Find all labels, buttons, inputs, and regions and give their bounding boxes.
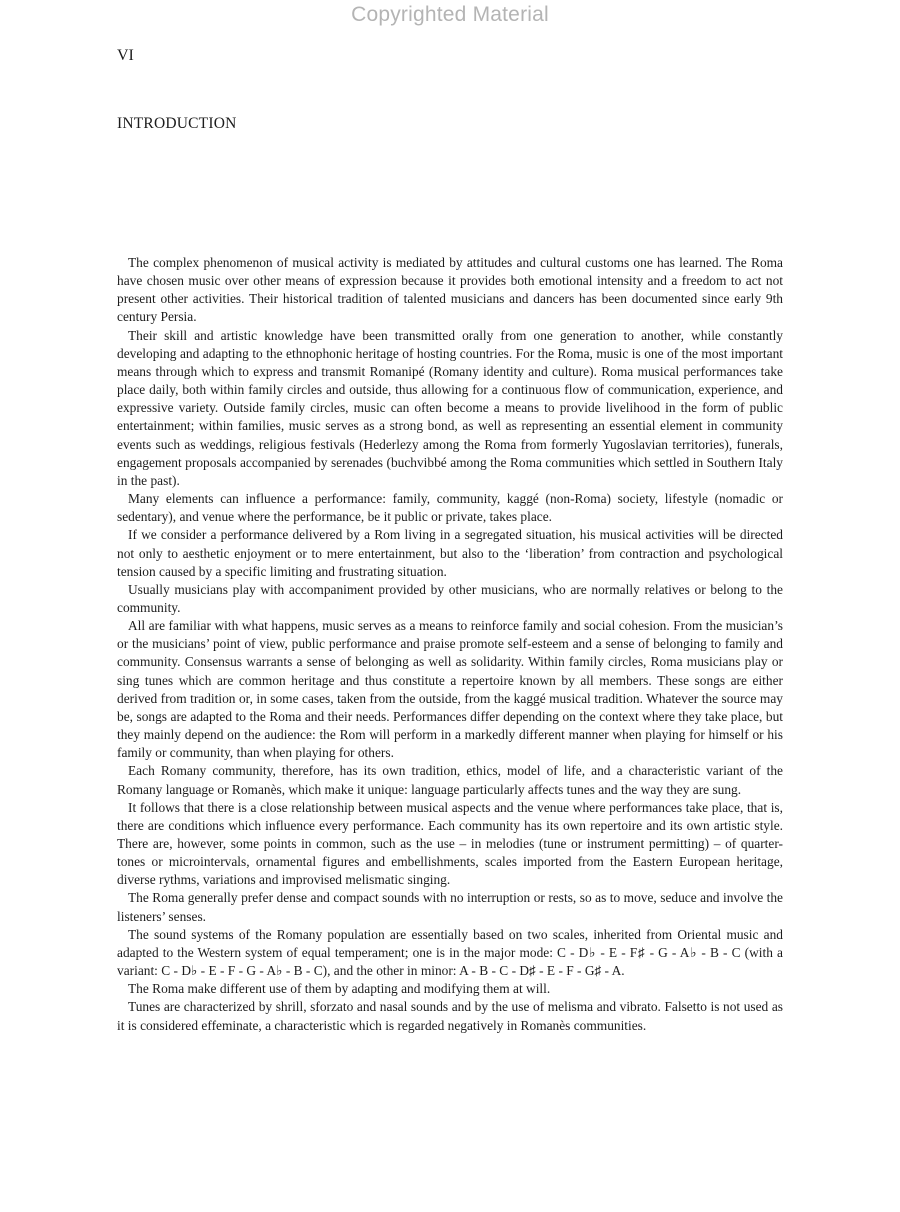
paragraph: Each Romany community, therefore, has its own tradition, ethics, model of life, and a characteristic variant of the Romany language or Romanès, which make it unique: language particularly affects tunes and the way they are sung. (117, 763, 783, 797)
paragraph: All are familiar with what happens, music serves as a means to reinforce family and social cohesion. From the musician’s or the musicians’ point of view, public performance and praise promote self-esteem and a sense of belonging to family and community. Consensus warrants a sense of belonging as well as solidarity. Within family circles, Roma musicians play or sing tunes which are common heritage and thus constitute a repertoire known by all members. These songs are either derived from tradition or, in some cases, taken from the outside, from the kaggé musical tradition. Whatever the source may be, songs are adapted to the Roma and their needs. Performances differ depending on the context where they take place, but they mainly depend on the audience: the Rom will perform in a markedly different manner when playing for himself or his family or community, than when playing for others. (117, 618, 783, 761)
copyright-watermark: Copyrighted Material (351, 3, 549, 26)
paragraph: Usually musicians play with accompaniment provided by other musicians, who are normally relatives or belong to the community. (117, 581, 783, 615)
paragraph: It follows that there is a close relationship between musical aspects and the venue where performances take place, that is, there are conditions which influence every performance. Each community has its own repertoire and its own artistic style. There are, however, some points in common, such as the use – in melodies (tune or instrument permitting) – of quarter-tones or microintervals, ornamental figures and embellishments, scales imported from the Eastern European heritage, diverse rythms, variations and improvised melismatic singing. (117, 799, 783, 888)
introduction-body (117, 254, 783, 1035)
paragraph: If we consider a performance delivered by a Rom living in a segregated situation, his musical activities will be directed not only to aesthetic enjoyment or to mere entertainment, but also to the ‘liberation’ from contraction and psychological tension caused by a specific limiting and frustrating situation. (117, 527, 783, 579)
paragraph: Tunes are characterized by shrill, sforzato and nasal sounds and by the use of melisma and vibrato. Falsetto is not used as it is considered effeminate, a characteristic which is regarded negatively in Romanès communities. (117, 999, 783, 1033)
page-title: INTRODUCTION (117, 115, 237, 132)
paragraph: The complex phenomenon of musical activity is mediated by attitudes and cultural customs one has learned. The Roma have chosen music over other means of expression because it provides both emotional intensity and a freedom to act not present other activities. Their historical tradition of talented musicians and dancers has been documented since early 9th century Persia. (117, 255, 783, 325)
paragraph: The Roma make different use of them by adapting and modifying them at will. (128, 981, 551, 997)
page-number: VI (117, 47, 134, 64)
paragraph: Many elements can influence a performance: family, community, kaggé (non-Roma) society, lifestyle (nomadic or sedentary), and venue where the performance, be it public or private, takes place. (117, 491, 783, 525)
paragraph: Their skill and artistic knowledge have been transmitted orally from one generation to another, while constantly developing and adapting to the ethnophonic heritage of hosting countries. For the Roma, music is one of the most important means through which to express and transmit Romanipé (Romany identity and culture). Roma musical performances take place daily, both within family circles and outside, thus allowing for a continuous flow of communication, experience, and expressive variety. Outside family circles, music can often become a means to provide livelihood in the form of public entertainment; within families, music serves as a strong bond, as well as representing an essential element in community events such as weddings, religious festivals (Hederlezy among the Roma from formerly Yugoslavian territories), funerals, engagement proposals accompanied by serenades (buchvibbé among the Roma communities which settled in Southern Italy in the past). (117, 327, 783, 488)
paragraph: The sound systems of the Romany population are essentially based on two scales, inherited from Oriental music and adapted to the Western system of equal temperament; one is in the major mode: C - D♭ - E - F♯ - G - A♭ - B - C (with a variant: C - D♭ - E - F - G - A♭ - B - C), and the other in minor: A - B - C - D♯ - E - F - G♯ - A. (117, 926, 783, 979)
paragraph: The Roma generally prefer dense and compact sounds with no interruption or rests, so as to move, seduce and involve the listeners’ senses. (117, 890, 783, 924)
